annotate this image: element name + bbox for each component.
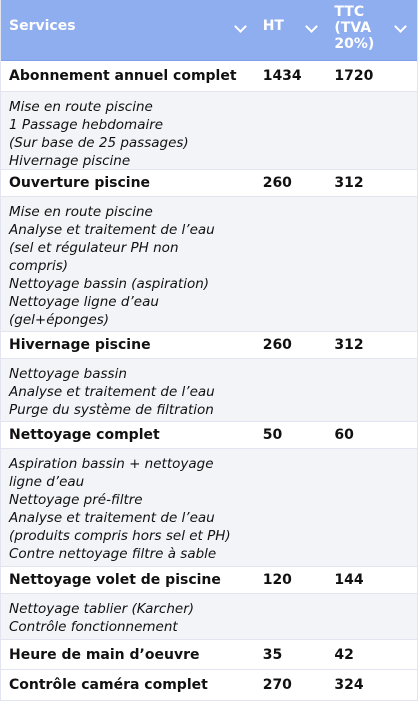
table-row-description — [1, 359, 417, 422]
price-ht: 35 — [262, 646, 283, 663]
service-description: Aspiration bassin + nettoyage ligne d’eau Nettoyage pré-filtre Analyse et traitement de l’eau (produits compris hors sel et PH) Contre nettoyage filtre à sable — [9, 456, 231, 562]
price-ht: 270 — [262, 677, 292, 693]
table-row — [1, 332, 417, 359]
column-header-services[interactable] — [1, 0, 255, 61]
service-name: Nettoyage volet de piscine — [9, 572, 221, 588]
table-row-description — [1, 197, 417, 332]
service-description: Nettoyage tablier (Karcher) Contrôle fonctionnement — [9, 601, 195, 635]
table-header — [1, 0, 417, 61]
service-name: Nettoyage complet — [9, 427, 160, 443]
price-ttc: 144 — [334, 572, 364, 588]
chevron-down-icon[interactable] — [234, 20, 247, 33]
table-row — [1, 567, 417, 594]
table-row — [1, 170, 417, 197]
service-description: Mise en route piscine Analyse et traitement de l’eau (sel et régulateur PH non compris) Nettoyage bassin (aspiration) Nettoyage ligne d’eau (gel+éponges) — [9, 204, 215, 328]
table-row — [1, 422, 417, 449]
price-ht: 120 — [262, 572, 292, 588]
chevron-down-icon[interactable] — [306, 20, 319, 33]
service-name: Ouverture piscine — [9, 175, 151, 191]
price-ttc: 312 — [334, 175, 364, 191]
service-name: Contrôle caméra complet — [9, 677, 208, 693]
table-row — [1, 61, 417, 92]
table-row-description — [1, 594, 417, 640]
price-ttc: 42 — [334, 646, 354, 663]
price-ttc: 60 — [334, 427, 354, 443]
service-description: Mise en route piscine 1 Passage hebdomaire (Sur base de 25 passages) Hivernage piscine — [9, 99, 189, 169]
price-ttc: 312 — [334, 337, 364, 353]
service-name: Hivernage piscine — [9, 337, 151, 353]
column-header-label: (TVA — [334, 20, 372, 36]
table-row-description — [1, 92, 417, 170]
price-ht: 260 — [262, 337, 292, 353]
price-ht: 260 — [262, 175, 292, 191]
column-header-label: HT — [262, 18, 284, 34]
price-ht: 1434 — [262, 68, 302, 84]
column-header-label: 20%) — [334, 36, 375, 52]
table-row — [1, 640, 417, 670]
service-name: Abonnement annuel complet — [9, 68, 237, 84]
price-ttc: 1720 — [334, 68, 374, 84]
table-row-description — [1, 449, 417, 567]
column-header-ht[interactable] — [255, 0, 327, 61]
column-header-label: TTC — [334, 4, 365, 20]
service-description: Nettoyage bassin Analyse et traitement de l’eau Purge du système de filtration — [9, 366, 215, 418]
column-header-ttc[interactable] — [326, 0, 417, 61]
price-ttc: 324 — [334, 677, 364, 693]
column-header-label: Services — [9, 18, 76, 34]
price-ht: 50 — [262, 427, 283, 443]
service-name: Heure de main d’oeuvre — [9, 646, 200, 663]
table-row — [1, 670, 417, 701]
